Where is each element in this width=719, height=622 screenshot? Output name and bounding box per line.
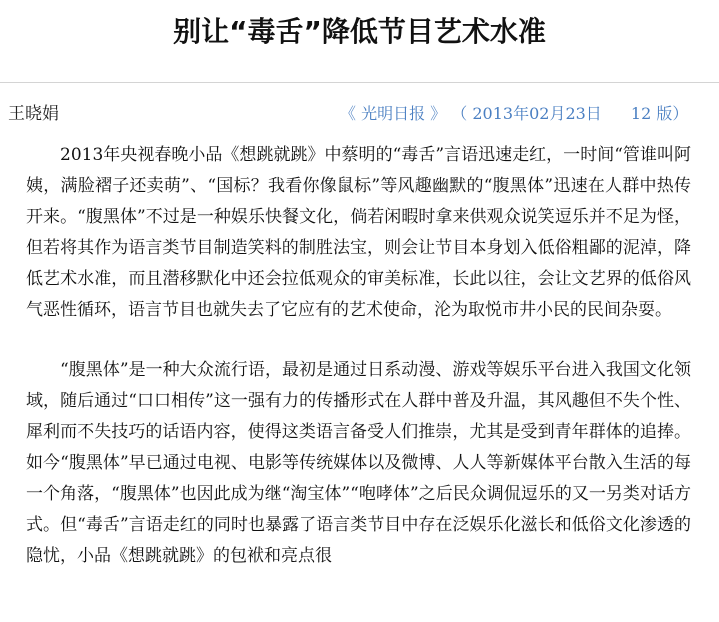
source-publication[interactable]: 《 光明日报 》 — [340, 104, 447, 123]
article-paragraph: 2013年央视春晚小品《想跳就跳》中蔡明的“毒舌”言语迅速走红，一时间“管谁叫阿姨，满脸褶子还卖萌”、“国标？我看你像鼠标”等风趣幽默的“腹黑体”迅速在人群中热传开来。“腹黑体”不过是一种娱乐快餐文化，倘若闲暇时拿来供观众说笑逗乐并不足为怪，但若将其作为语言类节目制造笑料的制胜法宝，则会让节目本身划入低俗粗鄙的泥淖，降低艺术水准，而且潜移默化中还会拉低观众的审美标准，长此以往，会让文艺界的低俗风气恶性循环，语言节目也就失去了它应有的艺术使命，沦为取悦市井小民的民间杂耍。 — [26, 145, 691, 320]
title-divider — [0, 82, 719, 83]
article-body — [26, 140, 691, 601]
source-page: 12 版） — [630, 104, 689, 123]
article-source — [340, 103, 688, 125]
article-title: 别让“毒舌”降低节目艺术水准 — [173, 15, 546, 48]
source-date: （ 2013年02月23日 — [451, 104, 602, 123]
article-paragraph: “腹黑体”是一种大众流行语，最初是通过日系动漫、游戏等娱乐平台进入我国文化领域，随后通过“口口相传”这一强有力的传播形式在人群中普及升温，其风趣但不失个性、犀利而不失技巧的话语内容，使得这类语言备受人们推崇，尤其是受到青年群体的追捧。如今“腹黑体”早已通过电视、电影等传统媒体以及微博、人人等新媒体平台散入生活的每一个角落，“腹黑体”也因此成为继“淘宝体”“咆哮体”之后民众调侃逗乐的又一另类对话方式。但“毒舌”言语走红的同时也暴露了语言类节目中存在泛娱乐化滋长和低俗文化渗透的隐忧，小品《想跳就跳》的包袱和亮点很 — [26, 360, 691, 566]
article-author: 王晓娟 — [8, 104, 59, 124]
